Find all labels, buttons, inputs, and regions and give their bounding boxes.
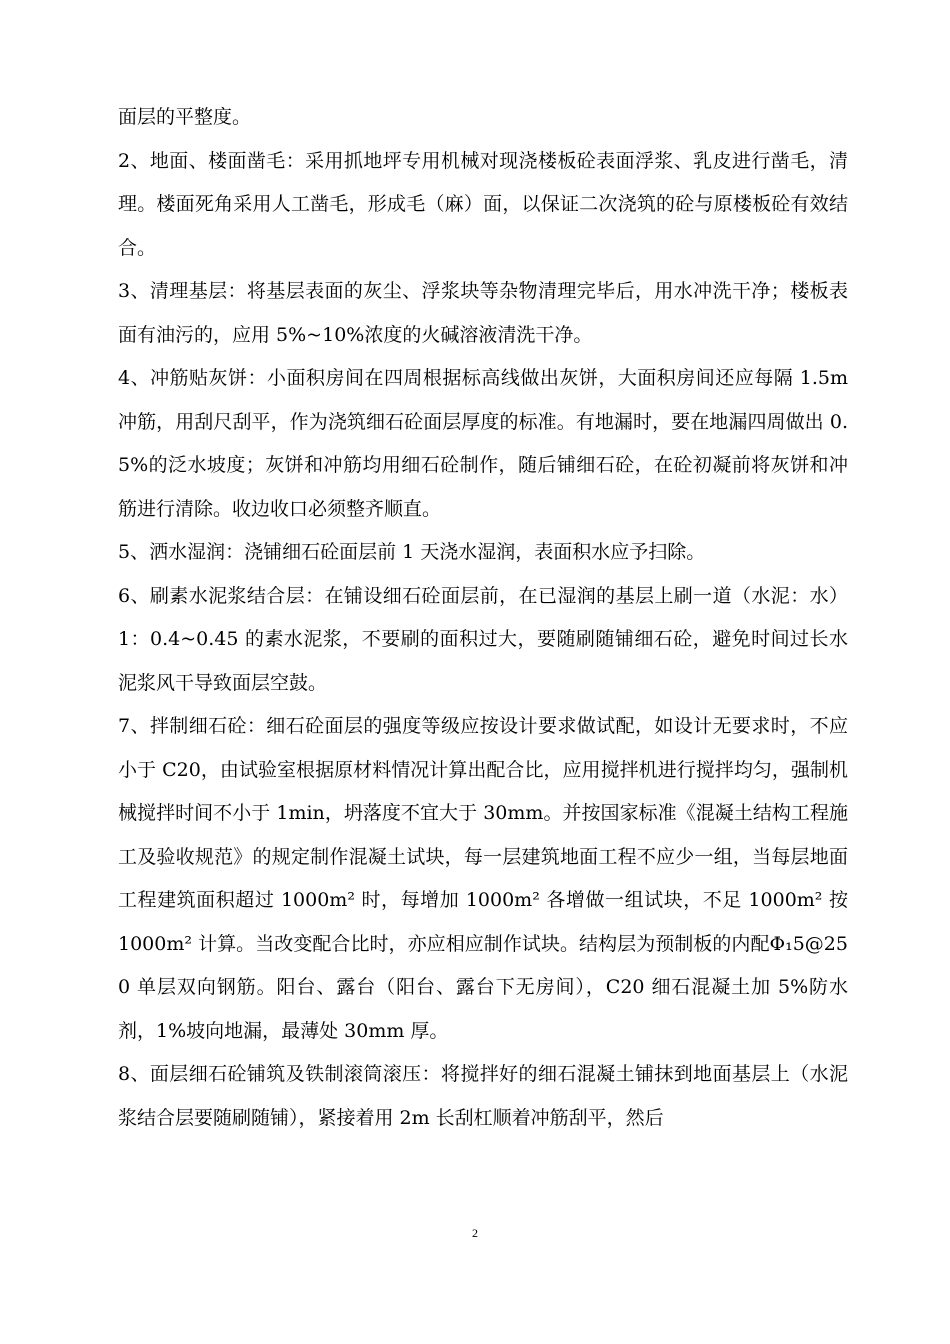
- paragraph-step-4-leveling-marks: 4、冲筋贴灰饼：小面积房间在四周根据标高线做出灰饼，大面积房间还应每隔 1.5m 冲筋，用刮尺刮平，作为浇筑细石砼面层厚度的标准。有地漏时，要在地漏四周做出 0.5%的泛水坡度；灰饼和冲筋均用细石砼制作，随后铺细石砼，在砼初凝前将灰饼和冲筋进行清除。收边收口必须整齐顺直。: [118, 367, 848, 520]
- paragraph-step-7-mixing: 7、拌制细石砼：细石砼面层的强度等级应按设计要求做试配，如设计无要求时，不应小于 C20，由试验室根据原材料情况计算出配合比，应用搅拌机进行搅拌均匀，强制机械搅拌时间不小于 1min，坍落度不宜大于 30mm。并按国家标准《混凝土结构工程施工及验收规范》的规定制作混凝土试块，每一层建筑地面工程不应少一组，当每层地面工程建筑面积超过 1000m² 时，每增加 1000m² 各增做一组试块，不足 1000m² 按 1000m² 计算。当改变配合比时，亦应相应制作试块。结构层为预制板的内配Φ₁5@250 单层双向钢筋。阳台、露台（阳台、露台下无房间），C20 细石混凝土加 5%防水剂，1%坡向地漏，最薄处 30mm 厚。: [118, 715, 848, 1042]
- paragraph-step-6-bonding-layer: 6、刷素水泥浆结合层：在铺设细石砼面层前，在已湿润的基层上刷一道（水泥：水）1：0.4~0.45 的素水泥浆，不要刷的面积过大，要随刷随铺细石砼，避免时间过长水泥浆风干导致面层空鼓。: [118, 584, 848, 694]
- paragraph-step-5-wetting: 5、洒水湿润：浇铺细石砼面层前 1 天浇水湿润，表面积水应予扫除。: [118, 541, 706, 563]
- paragraph-step-8-paving: 8、面层细石砼铺筑及铁制滚筒滚压：将搅拌好的细石混凝土铺抹到地面基层上（水泥浆结合层要随刷随铺），紧接着用 2m 长刮杠顺着冲筋刮平，然后: [118, 1063, 848, 1129]
- paragraph-continuation: 面层的平整度。: [118, 106, 252, 128]
- paragraph-step-3-cleaning: 3、清理基层：将基层表面的灰尘、浮浆块等杂物清理完毕后，用水冲洗干净；楼板表面有油污的，应用 5%~10%浓度的火碱溶液清洗干净。: [118, 280, 848, 346]
- paragraph-step-2-roughening: 2、地面、楼面凿毛：采用抓地坪专用机械对现浇楼板砼表面浮浆、乳皮进行凿毛，清理。楼面死角采用人工凿毛，形成毛（麻）面，以保证二次浇筑的砼与原楼板砼有效结合。: [118, 149, 848, 259]
- document-body: [118, 96, 848, 1140]
- page-number: 2: [472, 1226, 478, 1240]
